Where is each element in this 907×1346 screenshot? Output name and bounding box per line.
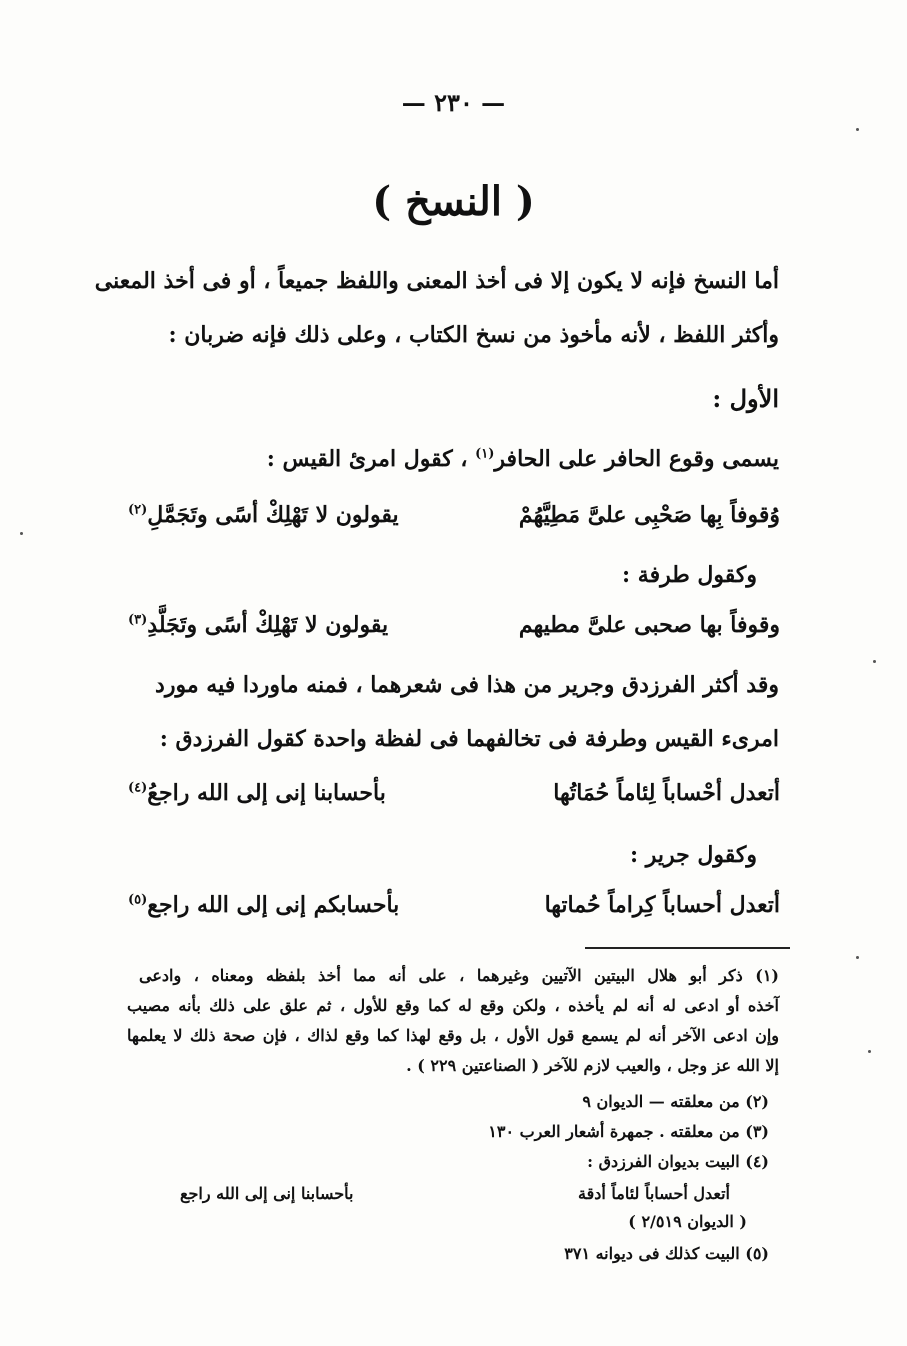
footnote-3: (٣) من معلقته . جمهرة أشعار العرب ١٣٠ (488, 1122, 769, 1141)
page-number: — ٢٣٠ — (401, 88, 506, 117)
verse-4-hemistich-1: أتعدل أحساباً كِراماً حُماتها (544, 892, 780, 918)
footnote-2: (٢) من معلقته — الديوان ٩ (582, 1092, 769, 1111)
footnote-1-line-4: إلا الله عز وجل ، والعيب لازم للآخر ( الصناعتين ٢٢٩ ) . (406, 1056, 779, 1075)
verse-1-hemistich-1: وُقوفاً بِها صَحْبِى علىَّ مَطِيَّهُمْ (518, 502, 780, 528)
verse-1 (128, 502, 780, 528)
intro-line-1: أما النسخ فإنه لا يكون إلا فى أخذ المعنى واللفظ جميعاً ، أو فى أخذ المعنى (94, 268, 779, 294)
first-desc-text: يسمى وقوع الحافر على الحافر (494, 446, 779, 472)
verse-4-hemistich-2: بأحسابكم إنى إلى الله راجع$^{(٥)}$ (128, 892, 400, 918)
verse-1-hemistich-2: يقولون لا تَهْلِكْ أسًى وتَجَمَّلِ$^{(٢)}$ (128, 502, 399, 528)
verse-3-hemistich-1: أتعدل أحْساباً لِئاماً حُمَاتُها (553, 780, 780, 806)
footnote-ref-1: (١) (475, 446, 495, 462)
footnote-4-reference: ( الديوان ٢/٥١٩ ) (628, 1212, 747, 1231)
footnote-ref-2: (٢) (128, 502, 148, 518)
para2-line-2: امرىء القيس وطرفة فى تخالفهما فى لفظة واحدة كقول الفرزدق : (159, 726, 779, 752)
footnote-ref-5: (٥) (128, 892, 148, 908)
footnote-1-line-3: وإن ادعى الآخر أنه لم يسمع قول الأول ، بل وقع لهذا كما وقع لذاك ، فإن صحة ذلك لا يعلمها (127, 1026, 779, 1045)
footnote-4-verse-hemistich-2: بأحسابنا إنى إلى الله راجع (180, 1184, 354, 1203)
jarir-intro: وكقول جرير : (629, 842, 757, 868)
verse-3-hemistich-2: بأحسابنا إنى إلى الله راجعُ$^{(٤)}$ (128, 780, 386, 806)
heading-first: الأول : (712, 384, 779, 413)
footnote-4: (٤) البيت بديوان الفرزدق : (587, 1152, 769, 1171)
paper-speck (868, 1050, 871, 1053)
verse-2-hemistich-2: يقولون لا تَهْلِكْ أسًى وتَجَلَّدِ$^{(٣)}$ (128, 612, 389, 638)
footnote-ref-3: (٣) (128, 612, 148, 628)
verse-4 (128, 892, 780, 918)
verse-3 (128, 780, 780, 806)
intro-line-2: وأكثر اللفظ ، لأنه مأخوذ من نسخ الكتاب ، وعلى ذلك فإنه ضربان : (168, 322, 779, 348)
para2-line-1: وقد أكثر الفرزدق وجرير من هذا فى شعرهما ، فمنه ماوردا فيه مورد (155, 672, 779, 698)
footnote-1-line-2: آخذه أو ادعى له أنه لم يأخذه ، ولكن وقع له كما وقع للأول ، ثم علق على ذلك بأنه مصيب (127, 996, 779, 1015)
first-desc-end: ، كقول امرئ القيس : (266, 446, 468, 472)
footnote-1-line-1: (١) ذكر أبو هلال البيتين الآتيين وغيرهما ، على أنه مما أخذ بلفظه ومعناه ، وادعى (139, 966, 779, 985)
verse-2-hemistich-1: وقوفاً بها صحبى علىَّ مطيهم (518, 612, 780, 638)
footnote-5: (٥) البيت كذلك فى ديوانه ٣٧١ (564, 1244, 769, 1263)
verse-2 (128, 612, 780, 638)
paper-speck (20, 532, 23, 535)
paper-speck (873, 660, 876, 663)
footnote-4-verse (180, 1184, 730, 1203)
footnote-4-verse-hemistich-1: أتعدل أحساباً لئاماً أدقة (578, 1184, 730, 1203)
paper-speck (856, 956, 859, 959)
section-title: ( النسخ ) (372, 178, 535, 225)
first-description (267, 446, 779, 472)
paper-speck (856, 128, 859, 131)
tarafa-intro: وكقول طرفة : (622, 562, 757, 588)
footnote-divider (585, 947, 790, 949)
footnote-ref-4: (٤) (128, 780, 148, 796)
